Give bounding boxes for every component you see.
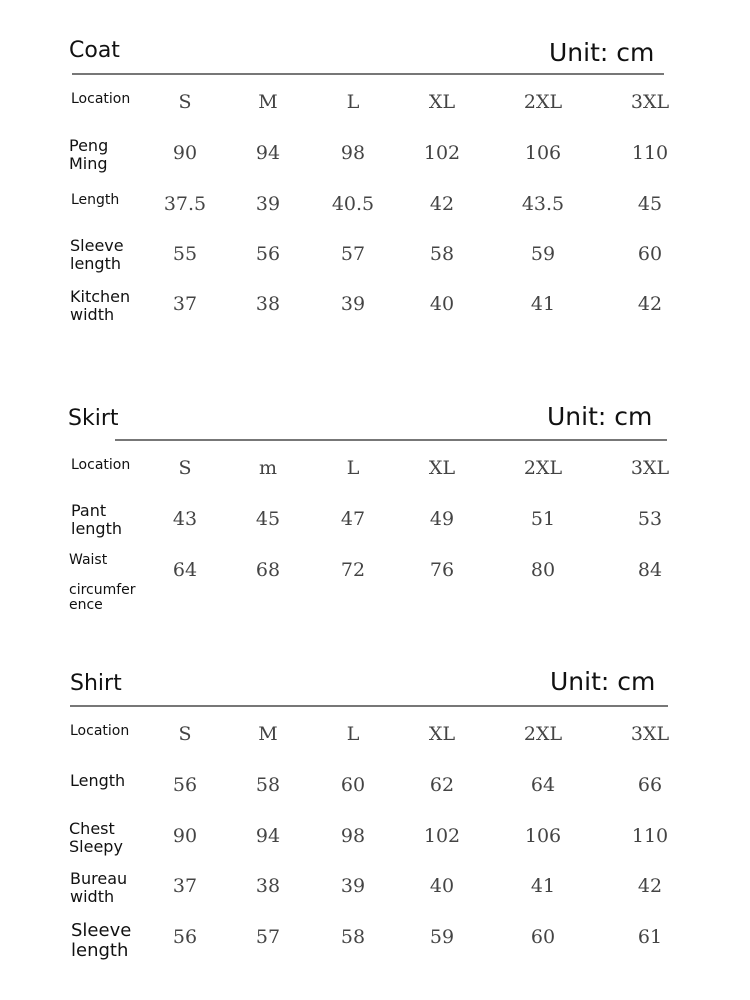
skirt-cell: 84 bbox=[637, 559, 663, 581]
coat-row-label-line: Ming bbox=[69, 154, 108, 173]
skirt-cell: 49 bbox=[429, 508, 455, 530]
shirt-cell: 57 bbox=[255, 926, 281, 948]
shirt-cell: 106 bbox=[524, 825, 562, 847]
shirt-cell: 58 bbox=[255, 774, 281, 796]
skirt-size-s: S bbox=[178, 457, 192, 479]
shirt-cell: 66 bbox=[637, 774, 663, 796]
shirt-cell: 94 bbox=[255, 825, 281, 847]
skirt-cell: 80 bbox=[530, 559, 556, 581]
skirt-size-xl: XL bbox=[428, 457, 456, 479]
skirt-cell: 45 bbox=[255, 508, 281, 530]
coat-cell: 94 bbox=[255, 142, 281, 164]
shirt-row-label-line: Sleepy bbox=[69, 837, 123, 856]
shirt-cell: 41 bbox=[530, 875, 556, 897]
skirt-cell: 64 bbox=[172, 559, 198, 581]
coat-cell: 106 bbox=[524, 142, 562, 164]
coat-row-label bbox=[71, 193, 119, 208]
shirt-cell: 59 bbox=[429, 926, 455, 948]
coat-cell: 37 bbox=[172, 293, 198, 315]
shirt-row-label bbox=[70, 772, 125, 790]
coat-cell: 38 bbox=[255, 293, 281, 315]
shirt-row-label bbox=[70, 870, 127, 906]
skirt-cell: 47 bbox=[340, 508, 366, 530]
coat-title: Coat bbox=[69, 38, 120, 63]
shirt-cell: 56 bbox=[172, 774, 198, 796]
shirt-cell: 61 bbox=[637, 926, 663, 948]
skirt-size-2xl: 2XL bbox=[523, 457, 563, 479]
skirt-cell: 76 bbox=[429, 559, 455, 581]
shirt-row-label-line: width bbox=[70, 887, 115, 906]
coat-row-label-line: Length bbox=[71, 192, 120, 208]
skirt-size-l: L bbox=[346, 457, 360, 479]
shirt-cell: 64 bbox=[530, 774, 556, 796]
shirt-cell: 102 bbox=[423, 825, 461, 847]
coat-cell: 37.5 bbox=[163, 193, 207, 215]
skirt-unit: Unit: cm bbox=[547, 402, 653, 431]
shirt-cell: 60 bbox=[340, 774, 366, 796]
coat-row-label-line: Kitchen bbox=[70, 287, 131, 306]
shirt-title: Shirt bbox=[70, 671, 122, 696]
shirt-size-s: S bbox=[178, 723, 192, 745]
shirt-cell: 42 bbox=[637, 875, 663, 897]
shirt-size-l: L bbox=[346, 723, 360, 745]
skirt-location-header: Location bbox=[71, 457, 131, 473]
coat-cell: 39 bbox=[340, 293, 366, 315]
shirt-row-label bbox=[71, 921, 131, 961]
shirt-size-m: M bbox=[258, 723, 278, 745]
shirt-cell: 38 bbox=[255, 875, 281, 897]
coat-row-label bbox=[70, 288, 130, 324]
skirt-cell: 68 bbox=[255, 559, 281, 581]
coat-cell: 60 bbox=[637, 243, 663, 265]
shirt-cell: 110 bbox=[631, 825, 669, 847]
shirt-row-label bbox=[69, 820, 123, 856]
shirt-unit: Unit: cm bbox=[550, 667, 656, 696]
shirt-divider bbox=[70, 705, 668, 707]
skirt-row-label-line: circumfer bbox=[69, 582, 136, 598]
skirt-title: Skirt bbox=[68, 406, 119, 431]
coat-size-xl: XL bbox=[428, 91, 456, 113]
coat-cell: 42 bbox=[637, 293, 663, 315]
coat-row-label-line: width bbox=[70, 305, 115, 324]
coat-size-m: M bbox=[258, 91, 278, 113]
shirt-row-label-line: Length bbox=[70, 771, 126, 790]
shirt-size-3xl: 3XL bbox=[630, 723, 670, 745]
shirt-size-xl: XL bbox=[428, 723, 456, 745]
skirt-cell: 43 bbox=[172, 508, 198, 530]
coat-cell: 41 bbox=[530, 293, 556, 315]
shirt-row-label-line: Bureau bbox=[70, 869, 128, 888]
coat-cell: 42 bbox=[429, 193, 455, 215]
skirt-row-label-line: Pant bbox=[71, 501, 107, 520]
shirt-cell: 37 bbox=[172, 875, 198, 897]
shirt-row-label-line: length bbox=[71, 940, 129, 961]
coat-location-header: Location bbox=[71, 91, 131, 107]
shirt-cell: 90 bbox=[172, 825, 198, 847]
coat-divider bbox=[72, 73, 664, 75]
shirt-cell: 60 bbox=[530, 926, 556, 948]
coat-row-label bbox=[69, 137, 108, 173]
coat-row-label-line: length bbox=[70, 254, 121, 273]
skirt-row-label bbox=[69, 553, 136, 613]
skirt-divider bbox=[115, 439, 667, 441]
coat-size-l: L bbox=[346, 91, 360, 113]
coat-cell: 98 bbox=[340, 142, 366, 164]
coat-row-label-line: Sleeve bbox=[70, 236, 124, 255]
coat-cell: 56 bbox=[255, 243, 281, 265]
skirt-size-m: m bbox=[258, 457, 278, 479]
coat-cell: 59 bbox=[530, 243, 556, 265]
coat-cell: 43.5 bbox=[521, 193, 565, 215]
coat-size-3xl: 3XL bbox=[630, 91, 670, 113]
skirt-size-3xl: 3XL bbox=[630, 457, 670, 479]
coat-row-label-line: Peng bbox=[69, 136, 109, 155]
coat-cell: 40 bbox=[429, 293, 455, 315]
skirt-cell: 51 bbox=[530, 508, 556, 530]
coat-cell: 40.5 bbox=[331, 193, 375, 215]
shirt-size-2xl: 2XL bbox=[523, 723, 563, 745]
skirt-cell: 53 bbox=[637, 508, 663, 530]
shirt-cell: 56 bbox=[172, 926, 198, 948]
shirt-row-label-line: Sleeve bbox=[71, 920, 132, 941]
coat-cell: 39 bbox=[255, 193, 281, 215]
skirt-row-label-line: Waist bbox=[69, 552, 108, 568]
coat-cell: 102 bbox=[423, 142, 461, 164]
coat-cell: 45 bbox=[637, 193, 663, 215]
coat-unit: Unit: cm bbox=[549, 38, 655, 67]
shirt-cell: 39 bbox=[340, 875, 366, 897]
shirt-row-label-line: Chest bbox=[69, 819, 115, 838]
coat-size-s: S bbox=[178, 91, 192, 113]
shirt-cell: 58 bbox=[340, 926, 366, 948]
skirt-row-label-line: length bbox=[71, 519, 122, 538]
coat-cell: 110 bbox=[631, 142, 669, 164]
coat-size-2xl: 2XL bbox=[523, 91, 563, 113]
coat-cell: 57 bbox=[340, 243, 366, 265]
skirt-cell: 72 bbox=[340, 559, 366, 581]
coat-cell: 90 bbox=[172, 142, 198, 164]
skirt-row-label-gap bbox=[69, 568, 136, 583]
coat-cell: 58 bbox=[429, 243, 455, 265]
shirt-cell: 40 bbox=[429, 875, 455, 897]
coat-cell: 55 bbox=[172, 243, 198, 265]
shirt-cell: 62 bbox=[429, 774, 455, 796]
skirt-row-label bbox=[71, 502, 122, 538]
skirt-row-label-line: ence bbox=[69, 597, 103, 613]
shirt-location-header: Location bbox=[70, 723, 130, 739]
shirt-cell: 98 bbox=[340, 825, 366, 847]
coat-row-label bbox=[70, 237, 124, 273]
